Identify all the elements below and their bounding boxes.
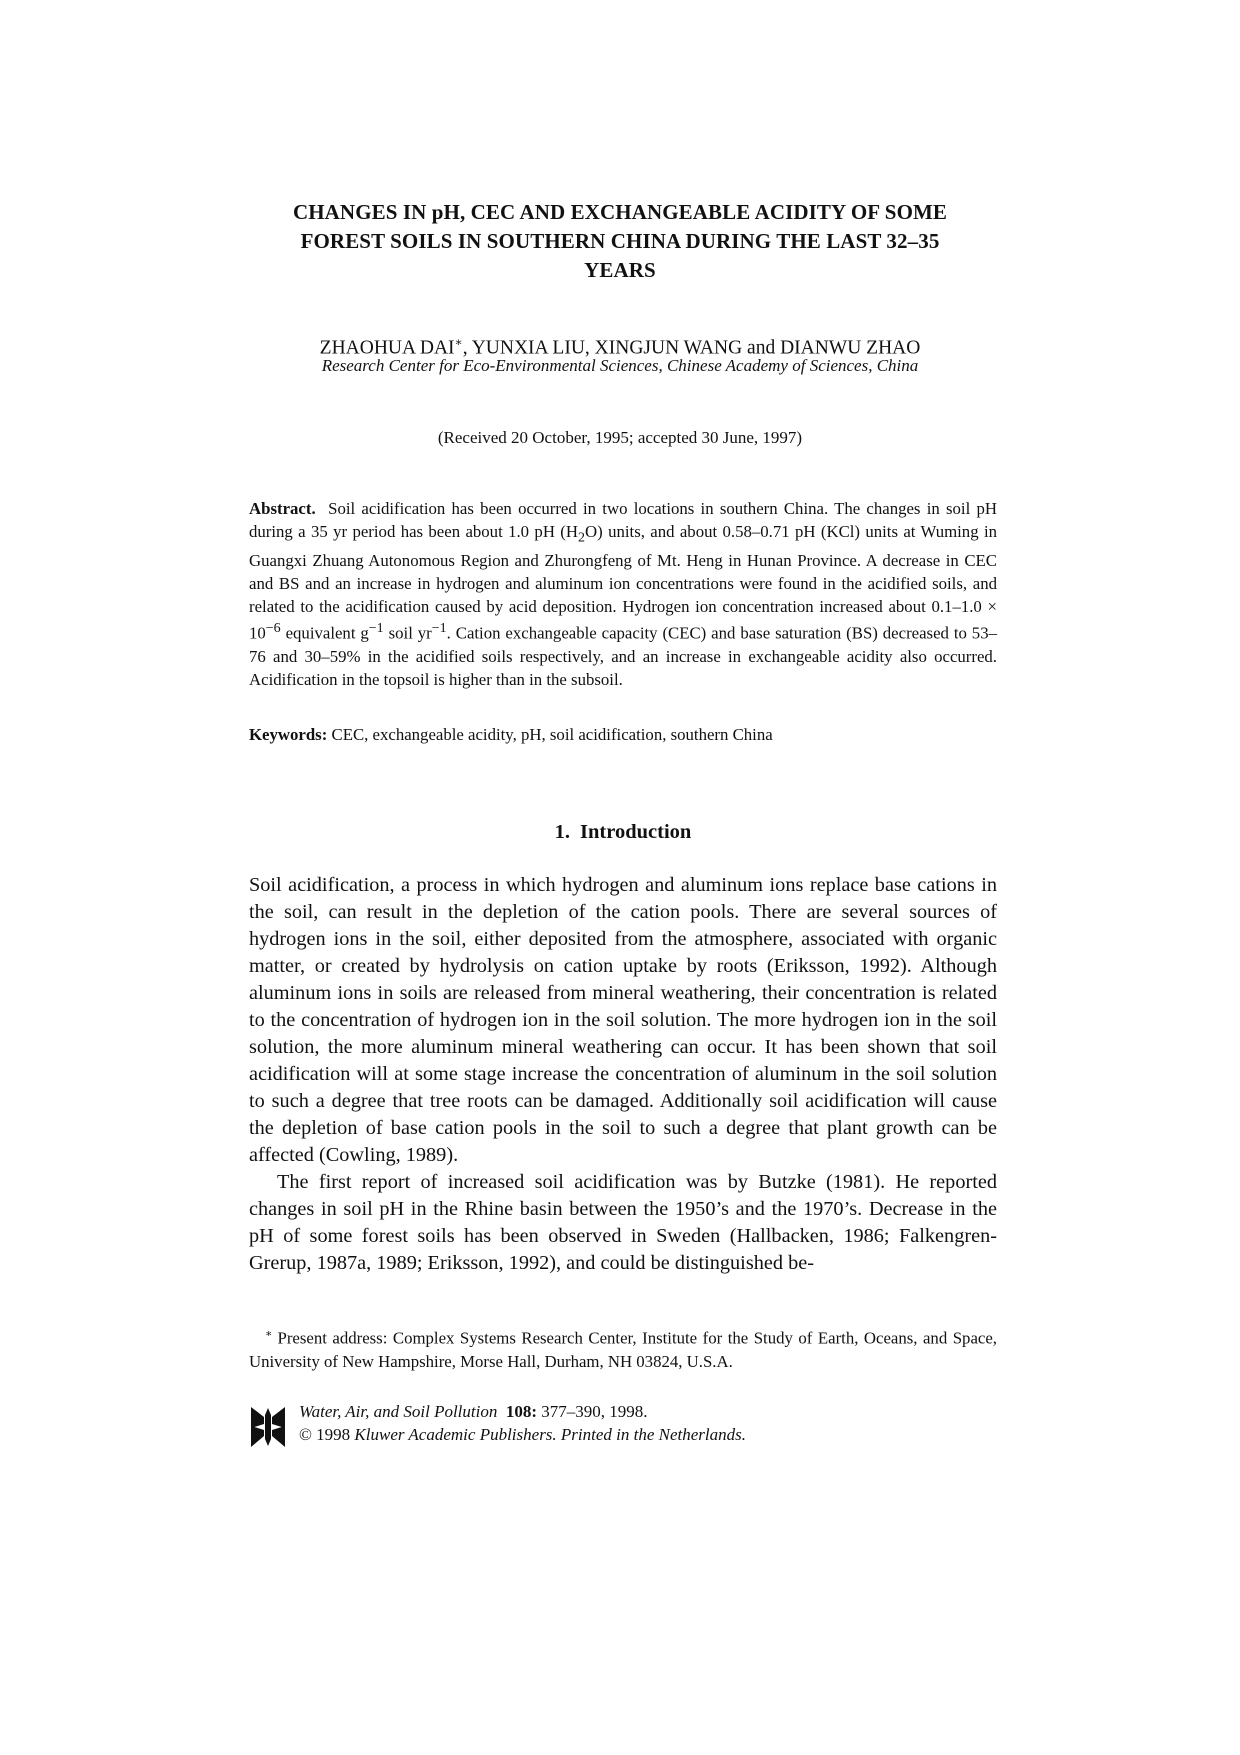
journal-volume: 108:: [505, 1402, 538, 1421]
title-line: YEARS: [584, 258, 656, 282]
keywords: [249, 724, 997, 747]
footnote-mark: ∗: [265, 1328, 273, 1340]
section-number: 1.: [554, 821, 571, 843]
abstract-text: Soil acidification has been occurred in two locations in southern China. The changes in soil pH during a 35 yr period has been about 1.0 pH (H: [249, 499, 997, 541]
abstract-label: Abstract.: [249, 499, 316, 518]
kluwer-logo-icon: [250, 1405, 286, 1449]
abstract-superscript: −1: [431, 621, 447, 637]
abstract-text: . Cation exchangeable capacity (CEC) and base saturation (BS) decreased to 53–76 and 30–59% in the acidified soils respectively, and an increase in exchangeable acidity also occurred. Acidification in the topsoil is higher than in the subsoil.: [249, 623, 997, 689]
paper-title: [250, 198, 990, 285]
title-line: FOREST SOILS IN SOUTHERN CHINA DURING THE LAST 32–35: [300, 229, 940, 253]
body-text: [249, 872, 997, 1277]
footnote: [249, 1323, 997, 1373]
paragraph: Soil acidification, a process in which hydrogen and aluminum ions replace base cations in the soil, can result in the depletion of the cation pools. There are several sources of hydrogen ions in the soil, either deposited from the atmosphere, associated with organic matter, or created by hydrolysis on cation uptake by roots (Eriksson, 1992). Although aluminum ions in soils are released from mineral weathering, their concentration is related to the concentration of hydrogen ion in the soil solution. The more hydrogen ion in the soil solution, the more aluminum mineral weathering can occur. It has been shown that soil acidification will at some stage increase the concentration of aluminum in the soil solution to such a degree that tree roots can be damaged. Additionally soil acidification will cause the depletion of base cation pools in the soil to such a degree that plant growth can be affected (Cowling, 1989).: [249, 874, 997, 1166]
section-title: Introduction: [580, 821, 692, 843]
received-dates: (Received 20 October, 1995; accepted 30 June, 1997): [437, 428, 803, 447]
abstract: [249, 498, 997, 691]
abstract-subscript: 2: [578, 530, 586, 546]
keywords-text: CEC, exchangeable acidity, pH, soil acidification, southern China: [327, 725, 773, 744]
section-heading-introduction: [249, 818, 997, 846]
paragraph: The first report of increased soil acidification was by Butzke (1981). He reported changes in soil pH in the Rhine basin between the 1950’s and the 1970’s. Decrease in the pH of some forest soils has been observed in Sweden (Hallbacken, 1986; Falkengren-Grerup, 1987a, 1989; Eriksson, 1992), and could be distinguished be-: [249, 1171, 997, 1274]
author-footnote-mark: ∗: [454, 335, 463, 349]
copyright-year: © 1998: [299, 1425, 351, 1444]
copyright-line: [299, 1423, 999, 1446]
affiliation: Research Center for Eco-Environmental Sciences, Chinese Academy of Sciences, China: [321, 356, 919, 375]
journal-citation: [299, 1400, 999, 1423]
keywords-label: Keywords:: [249, 725, 328, 744]
title-line: CHANGES IN pH, CEC AND EXCHANGEABLE ACIDITY OF SOME: [292, 200, 948, 224]
footnote-text: Present address: Complex Systems Research Center, Institute for the Study of Earth, Oceans, and Space, University of New Hampshire, Morse Hall, Durham, NH 03824, U.S.A.: [249, 1328, 997, 1371]
abstract-superscript: −6: [265, 621, 281, 637]
abstract-text: soil yr: [383, 623, 432, 643]
abstract-superscript: −1: [368, 621, 384, 637]
author-rest: , YUNXIA LIU, XINGJUN WANG and DIANWU ZHAO: [462, 337, 921, 359]
author-first: ZHAOHUA DAI: [319, 337, 455, 359]
journal-name: Water, Air, and Soil Pollution: [299, 1402, 498, 1421]
journal-info: [299, 1400, 999, 1446]
publisher-name: Kluwer Academic Publishers. Printed in the Netherlands.: [350, 1425, 747, 1444]
abstract-text: equivalent g: [280, 623, 369, 643]
abstract-text: O) units, and about 0.58–0.71 pH (KCl) units at Wuming in Guangxi Zhuang Autonomous Region and Zhurongfeng of Mt. Heng in Hunan Province. A decrease in CEC and BS and an increase in hydrogen and aluminum ion concentrations were found in the acidified soils, and related to the acidification caused by acid deposition. Hydrogen ion concentration increased about 0.1–1.0 × 10: [249, 521, 997, 643]
journal-pages: 377–390, 1998.: [537, 1402, 648, 1421]
